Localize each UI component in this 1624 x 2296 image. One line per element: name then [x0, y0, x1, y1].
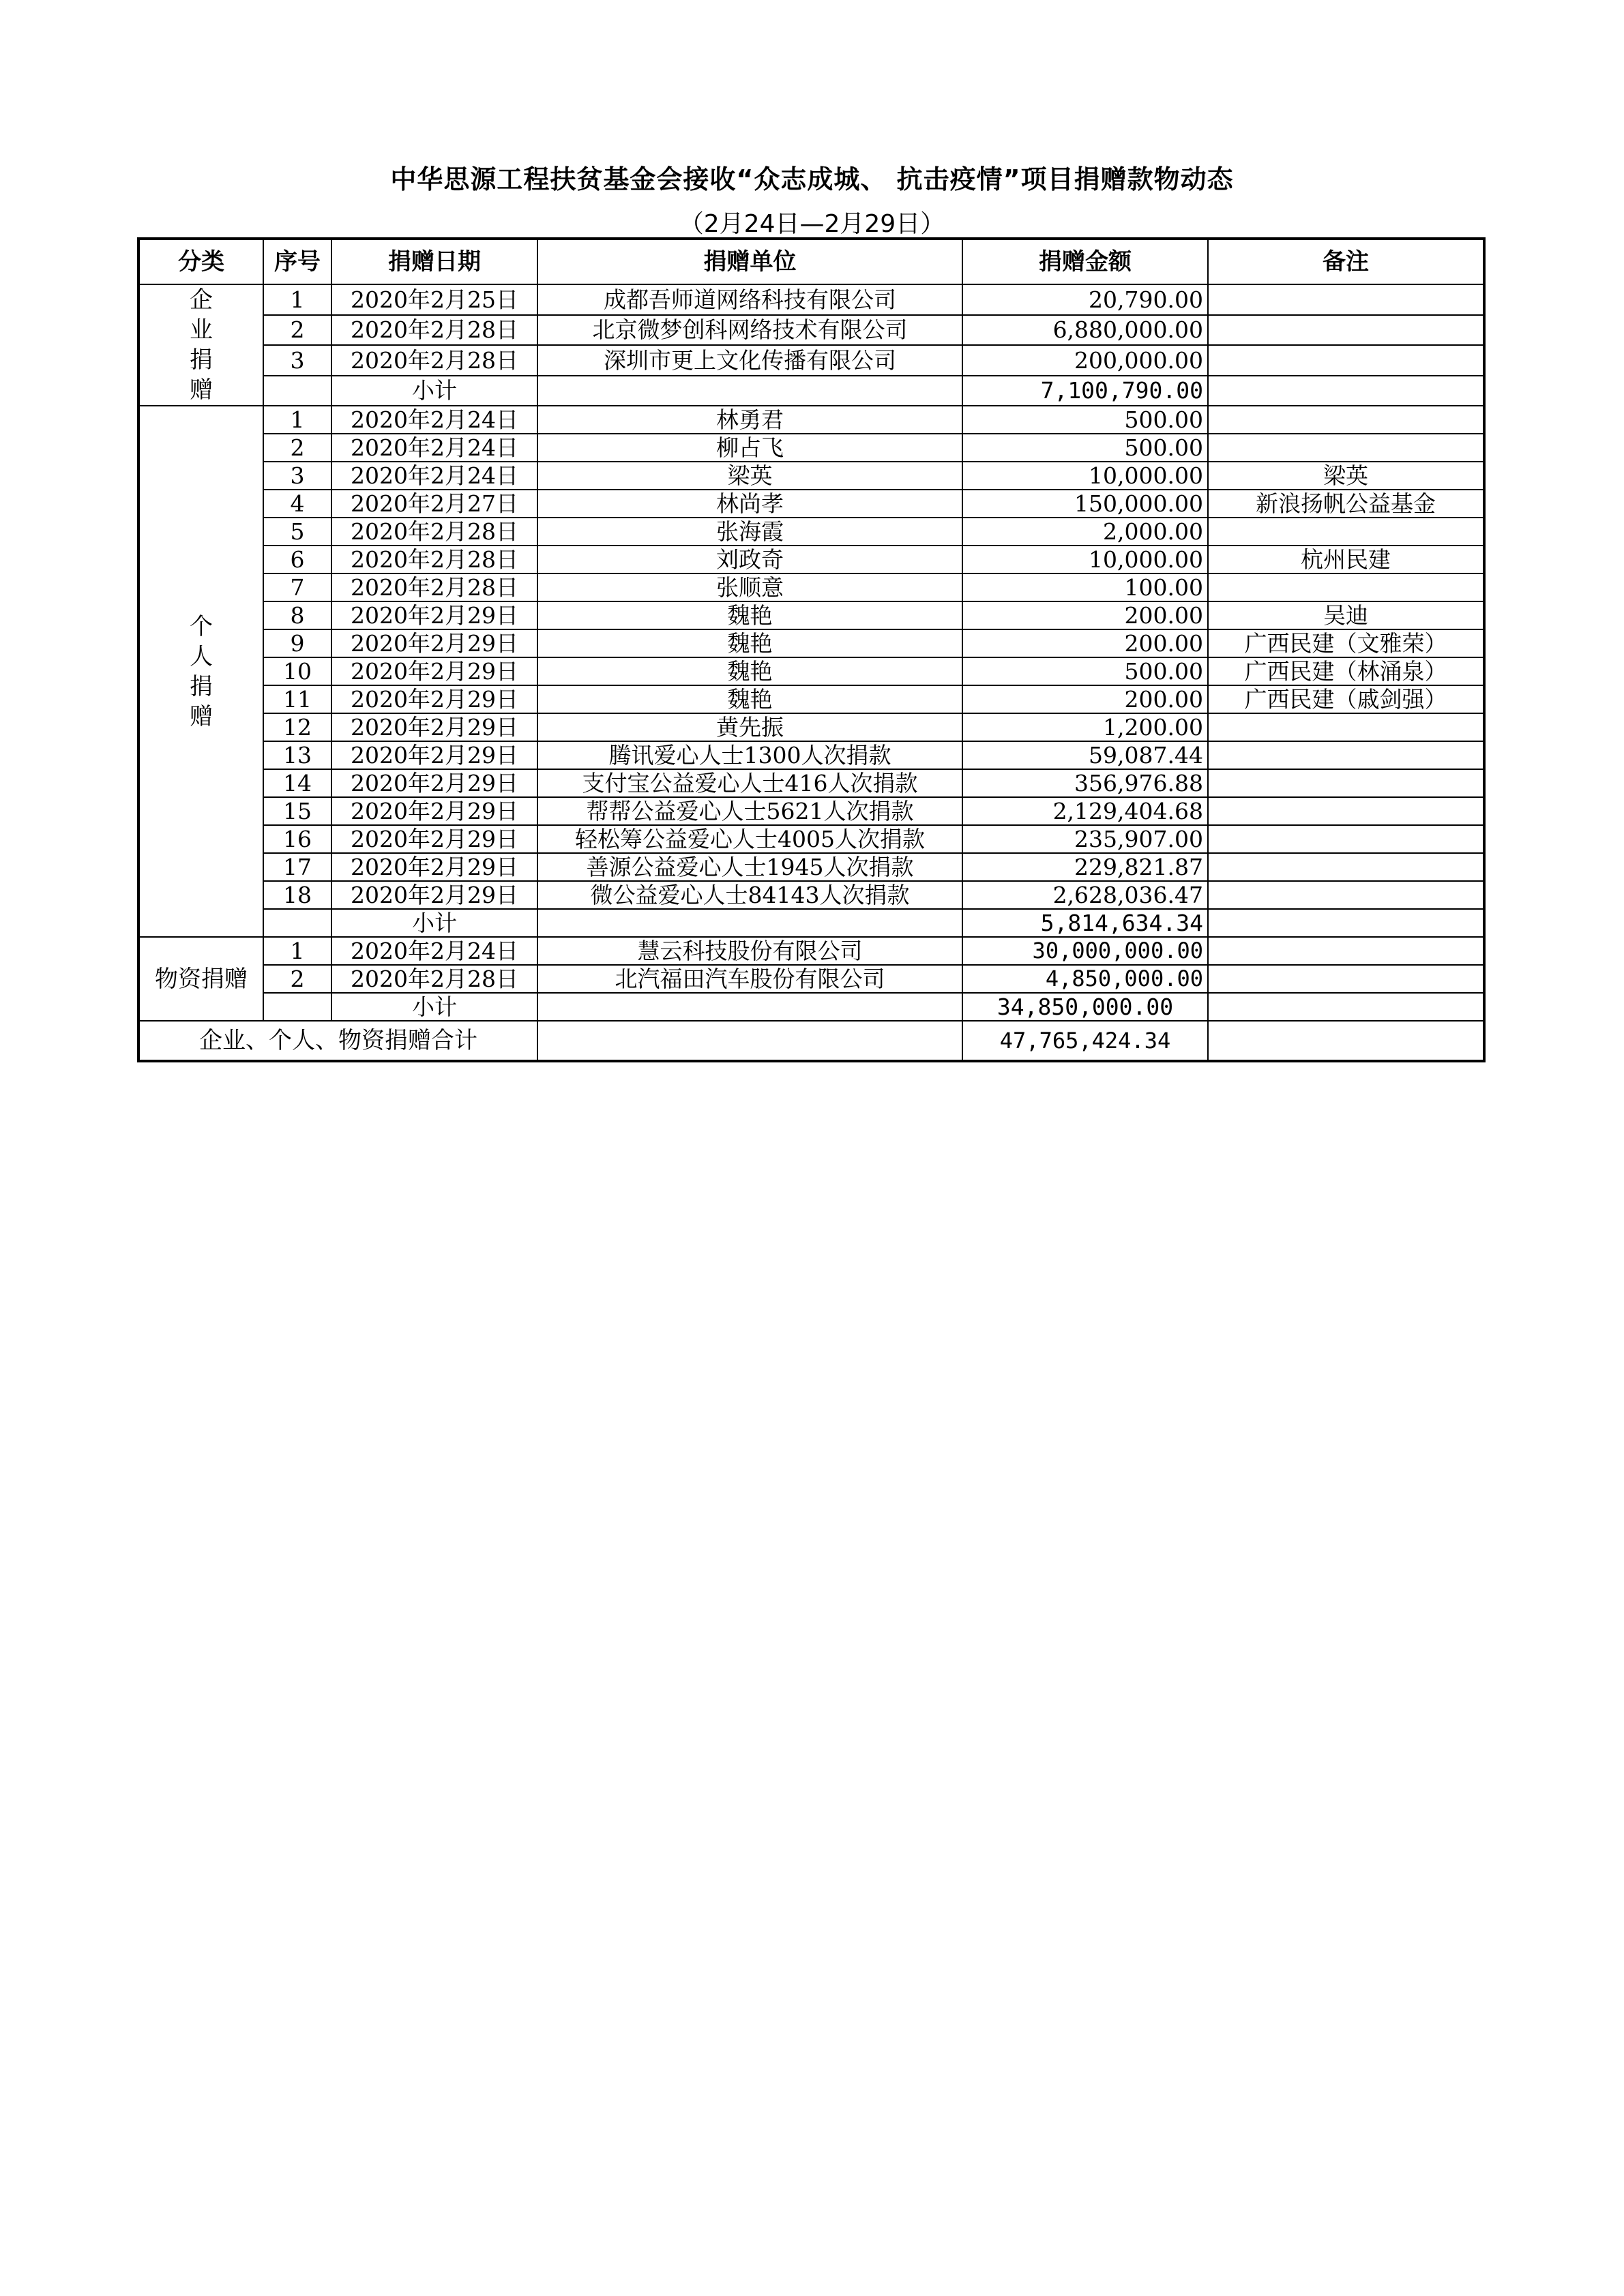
row-date: 2020年2月29日 — [331, 601, 537, 629]
empty-cell — [537, 376, 962, 406]
table-row — [138, 573, 1484, 601]
subtotal-label: 小计 — [331, 376, 537, 406]
empty-cell — [1208, 909, 1484, 937]
empty-cell — [1208, 993, 1484, 1021]
row-amount: 235,907.00 — [962, 825, 1208, 853]
row-note: 吴迪 — [1208, 601, 1484, 629]
row-date: 2020年2月29日 — [331, 741, 537, 769]
empty-cell — [537, 909, 962, 937]
row-date: 2020年2月29日 — [331, 685, 537, 713]
category-enterprise: 企 业 捐 赠 — [138, 284, 263, 406]
row-donor: 帮帮公益爱心人士5621人次捐款 — [537, 797, 962, 825]
row-amount: 100.00 — [962, 573, 1208, 601]
row-amount: 6,880,000.00 — [962, 315, 1208, 346]
row-index: 13 — [263, 741, 331, 769]
row-index: 4 — [263, 490, 331, 518]
row-note — [1208, 825, 1484, 853]
row-amount: 229,821.87 — [962, 853, 1208, 881]
table-row — [138, 601, 1484, 629]
row-donor: 善源公益爱心人士1945人次捐款 — [537, 853, 962, 881]
table-row — [138, 406, 1484, 434]
table-row — [138, 713, 1484, 741]
subtotal-row-individual — [138, 909, 1484, 937]
row-date: 2020年2月24日 — [331, 406, 537, 434]
row-index: 2 — [263, 965, 331, 993]
subtotal-row-enterprise — [138, 376, 1484, 406]
empty-cell — [537, 993, 962, 1021]
row-note — [1208, 713, 1484, 741]
row-note: 广西民建（戚剑强） — [1208, 685, 1484, 713]
row-index: 11 — [263, 685, 331, 713]
subtotal-amount: 7,100,790.00 — [962, 376, 1208, 406]
row-index: 14 — [263, 769, 331, 797]
row-amount: 150,000.00 — [962, 490, 1208, 518]
empty-cell — [263, 993, 331, 1021]
row-donor: 腾讯爱心人士1300人次捐款 — [537, 741, 962, 769]
subtotal-label: 小计 — [331, 993, 537, 1021]
row-donor: 轻松筹公益爱心人士4005人次捐款 — [537, 825, 962, 853]
row-index: 1 — [263, 937, 331, 965]
table-row — [138, 315, 1484, 346]
row-note — [1208, 937, 1484, 965]
row-amount: 200.00 — [962, 601, 1208, 629]
row-note — [1208, 315, 1484, 346]
row-note — [1208, 797, 1484, 825]
row-index: 7 — [263, 573, 331, 601]
row-amount: 10,000.00 — [962, 462, 1208, 490]
table-row — [138, 769, 1484, 797]
row-index: 3 — [263, 462, 331, 490]
table-row — [138, 546, 1484, 573]
row-date: 2020年2月24日 — [331, 434, 537, 462]
row-donor: 张海霞 — [537, 518, 962, 546]
row-amount: 200.00 — [962, 629, 1208, 657]
row-note — [1208, 573, 1484, 601]
row-date: 2020年2月28日 — [331, 315, 537, 346]
table-row — [138, 657, 1484, 685]
page-subtitle: （2月24日—2月29日） — [679, 210, 945, 238]
category-individual: 个 人 捐 赠 — [138, 406, 263, 937]
row-amount: 4,850,000.00 — [962, 965, 1208, 993]
row-note — [1208, 853, 1484, 881]
row-note — [1208, 434, 1484, 462]
row-donor: 成都吾师道网络科技有限公司 — [537, 284, 962, 315]
row-donor: 魏艳 — [537, 657, 962, 685]
row-index: 9 — [263, 629, 331, 657]
table-row — [138, 685, 1484, 713]
row-amount: 2,129,404.68 — [962, 797, 1208, 825]
row-donor: 柳占飞 — [537, 434, 962, 462]
row-index: 2 — [263, 434, 331, 462]
header-index: 序号 — [263, 239, 331, 284]
table-row — [138, 518, 1484, 546]
header-category: 分类 — [138, 239, 263, 284]
row-donor: 黄先振 — [537, 713, 962, 741]
row-date: 2020年2月28日 — [331, 518, 537, 546]
header-amount: 捐赠金额 — [962, 239, 1208, 284]
row-date: 2020年2月28日 — [331, 546, 537, 573]
row-amount: 500.00 — [962, 406, 1208, 434]
row-date: 2020年2月24日 — [331, 462, 537, 490]
row-donor: 北京微梦创科网络技术有限公司 — [537, 315, 962, 346]
row-date: 2020年2月28日 — [331, 345, 537, 376]
row-date: 2020年2月29日 — [331, 657, 537, 685]
row-date: 2020年2月27日 — [331, 490, 537, 518]
row-date: 2020年2月29日 — [331, 713, 537, 741]
table-row — [138, 937, 1484, 965]
row-donor: 林勇君 — [537, 406, 962, 434]
empty-cell — [263, 376, 331, 406]
row-date: 2020年2月29日 — [331, 853, 537, 881]
row-date: 2020年2月28日 — [331, 573, 537, 601]
row-date: 2020年2月29日 — [331, 629, 537, 657]
table-header-row — [138, 239, 1484, 284]
row-note — [1208, 406, 1484, 434]
row-date: 2020年2月29日 — [331, 769, 537, 797]
table-row — [138, 490, 1484, 518]
row-amount: 500.00 — [962, 657, 1208, 685]
row-index: 3 — [263, 345, 331, 376]
empty-cell — [537, 1021, 962, 1061]
row-date: 2020年2月29日 — [331, 881, 537, 909]
row-note — [1208, 284, 1484, 315]
subtotal-row-material — [138, 993, 1484, 1021]
grand-total-label: 企业、个人、物资捐赠合计 — [138, 1021, 537, 1061]
subtotal-amount: 5,814,634.34 — [962, 909, 1208, 937]
row-note — [1208, 345, 1484, 376]
row-date: 2020年2月28日 — [331, 965, 537, 993]
row-amount: 200.00 — [962, 685, 1208, 713]
table-row — [138, 629, 1484, 657]
row-note: 新浪扬帆公益基金 — [1208, 490, 1484, 518]
page-title: 中华思源工程扶贫基金会接收“众志成城、 抗击疫情”项目捐赠款物动态 — [390, 164, 1234, 194]
grand-total-amount: 47,765,424.34 — [962, 1021, 1208, 1061]
row-note: 广西民建（文雅荣） — [1208, 629, 1484, 657]
row-donor: 魏艳 — [537, 629, 962, 657]
table-row — [138, 434, 1484, 462]
empty-cell — [263, 909, 331, 937]
row-index: 2 — [263, 315, 331, 346]
row-index: 18 — [263, 881, 331, 909]
row-amount: 500.00 — [962, 434, 1208, 462]
table-row — [138, 825, 1484, 853]
row-index: 10 — [263, 657, 331, 685]
row-donor: 微公益爱心人士84143人次捐款 — [537, 881, 962, 909]
row-date: 2020年2月24日 — [331, 937, 537, 965]
row-donor: 梁英 — [537, 462, 962, 490]
row-amount: 2,628,036.47 — [962, 881, 1208, 909]
row-index: 1 — [263, 406, 331, 434]
row-donor: 魏艳 — [537, 685, 962, 713]
row-index: 8 — [263, 601, 331, 629]
row-index: 6 — [263, 546, 331, 573]
row-donor: 林尚孝 — [537, 490, 962, 518]
table-row — [138, 741, 1484, 769]
row-index: 17 — [263, 853, 331, 881]
header-donor: 捐赠单位 — [537, 239, 962, 284]
row-note: 广西民建（林涌泉） — [1208, 657, 1484, 685]
row-donor: 刘政奇 — [537, 546, 962, 573]
row-note — [1208, 965, 1484, 993]
row-donor: 魏艳 — [537, 601, 962, 629]
row-donor: 慧云科技股份有限公司 — [537, 937, 962, 965]
row-amount: 30,000,000.00 — [962, 937, 1208, 965]
subtotal-label: 小计 — [331, 909, 537, 937]
table-row — [138, 284, 1484, 315]
row-note: 梁英 — [1208, 462, 1484, 490]
row-index: 1 — [263, 284, 331, 315]
table-row — [138, 462, 1484, 490]
table-row — [138, 345, 1484, 376]
row-date: 2020年2月29日 — [331, 825, 537, 853]
table-row — [138, 797, 1484, 825]
row-donor: 北汽福田汽车股份有限公司 — [537, 965, 962, 993]
row-index: 5 — [263, 518, 331, 546]
row-amount: 1,200.00 — [962, 713, 1208, 741]
row-donor: 深圳市更上文化传播有限公司 — [537, 345, 962, 376]
row-date: 2020年2月25日 — [331, 284, 537, 315]
table-row — [138, 853, 1484, 881]
row-note — [1208, 769, 1484, 797]
category-material: 物资捐赠 — [138, 937, 263, 1021]
row-note — [1208, 518, 1484, 546]
table-row — [138, 965, 1484, 993]
row-amount: 20,790.00 — [962, 284, 1208, 315]
row-index: 16 — [263, 825, 331, 853]
row-date: 2020年2月29日 — [331, 797, 537, 825]
donation-table — [137, 237, 1486, 1062]
row-donor: 支付宝公益爱心人士416人次捐款 — [537, 769, 962, 797]
row-amount: 10,000.00 — [962, 546, 1208, 573]
grand-total-row — [138, 1021, 1484, 1061]
row-amount: 356,976.88 — [962, 769, 1208, 797]
row-note: 杭州民建 — [1208, 546, 1484, 573]
row-note — [1208, 741, 1484, 769]
table-row — [138, 881, 1484, 909]
empty-cell — [1208, 1021, 1484, 1061]
row-index: 12 — [263, 713, 331, 741]
row-amount: 59,087.44 — [962, 741, 1208, 769]
row-amount: 2,000.00 — [962, 518, 1208, 546]
header-note: 备注 — [1208, 239, 1484, 284]
row-index: 15 — [263, 797, 331, 825]
header-date: 捐赠日期 — [331, 239, 537, 284]
row-donor: 张顺意 — [537, 573, 962, 601]
row-amount: 200,000.00 — [962, 345, 1208, 376]
row-note — [1208, 881, 1484, 909]
subtotal-amount: 34,850,000.00 — [962, 993, 1208, 1021]
empty-cell — [1208, 376, 1484, 406]
